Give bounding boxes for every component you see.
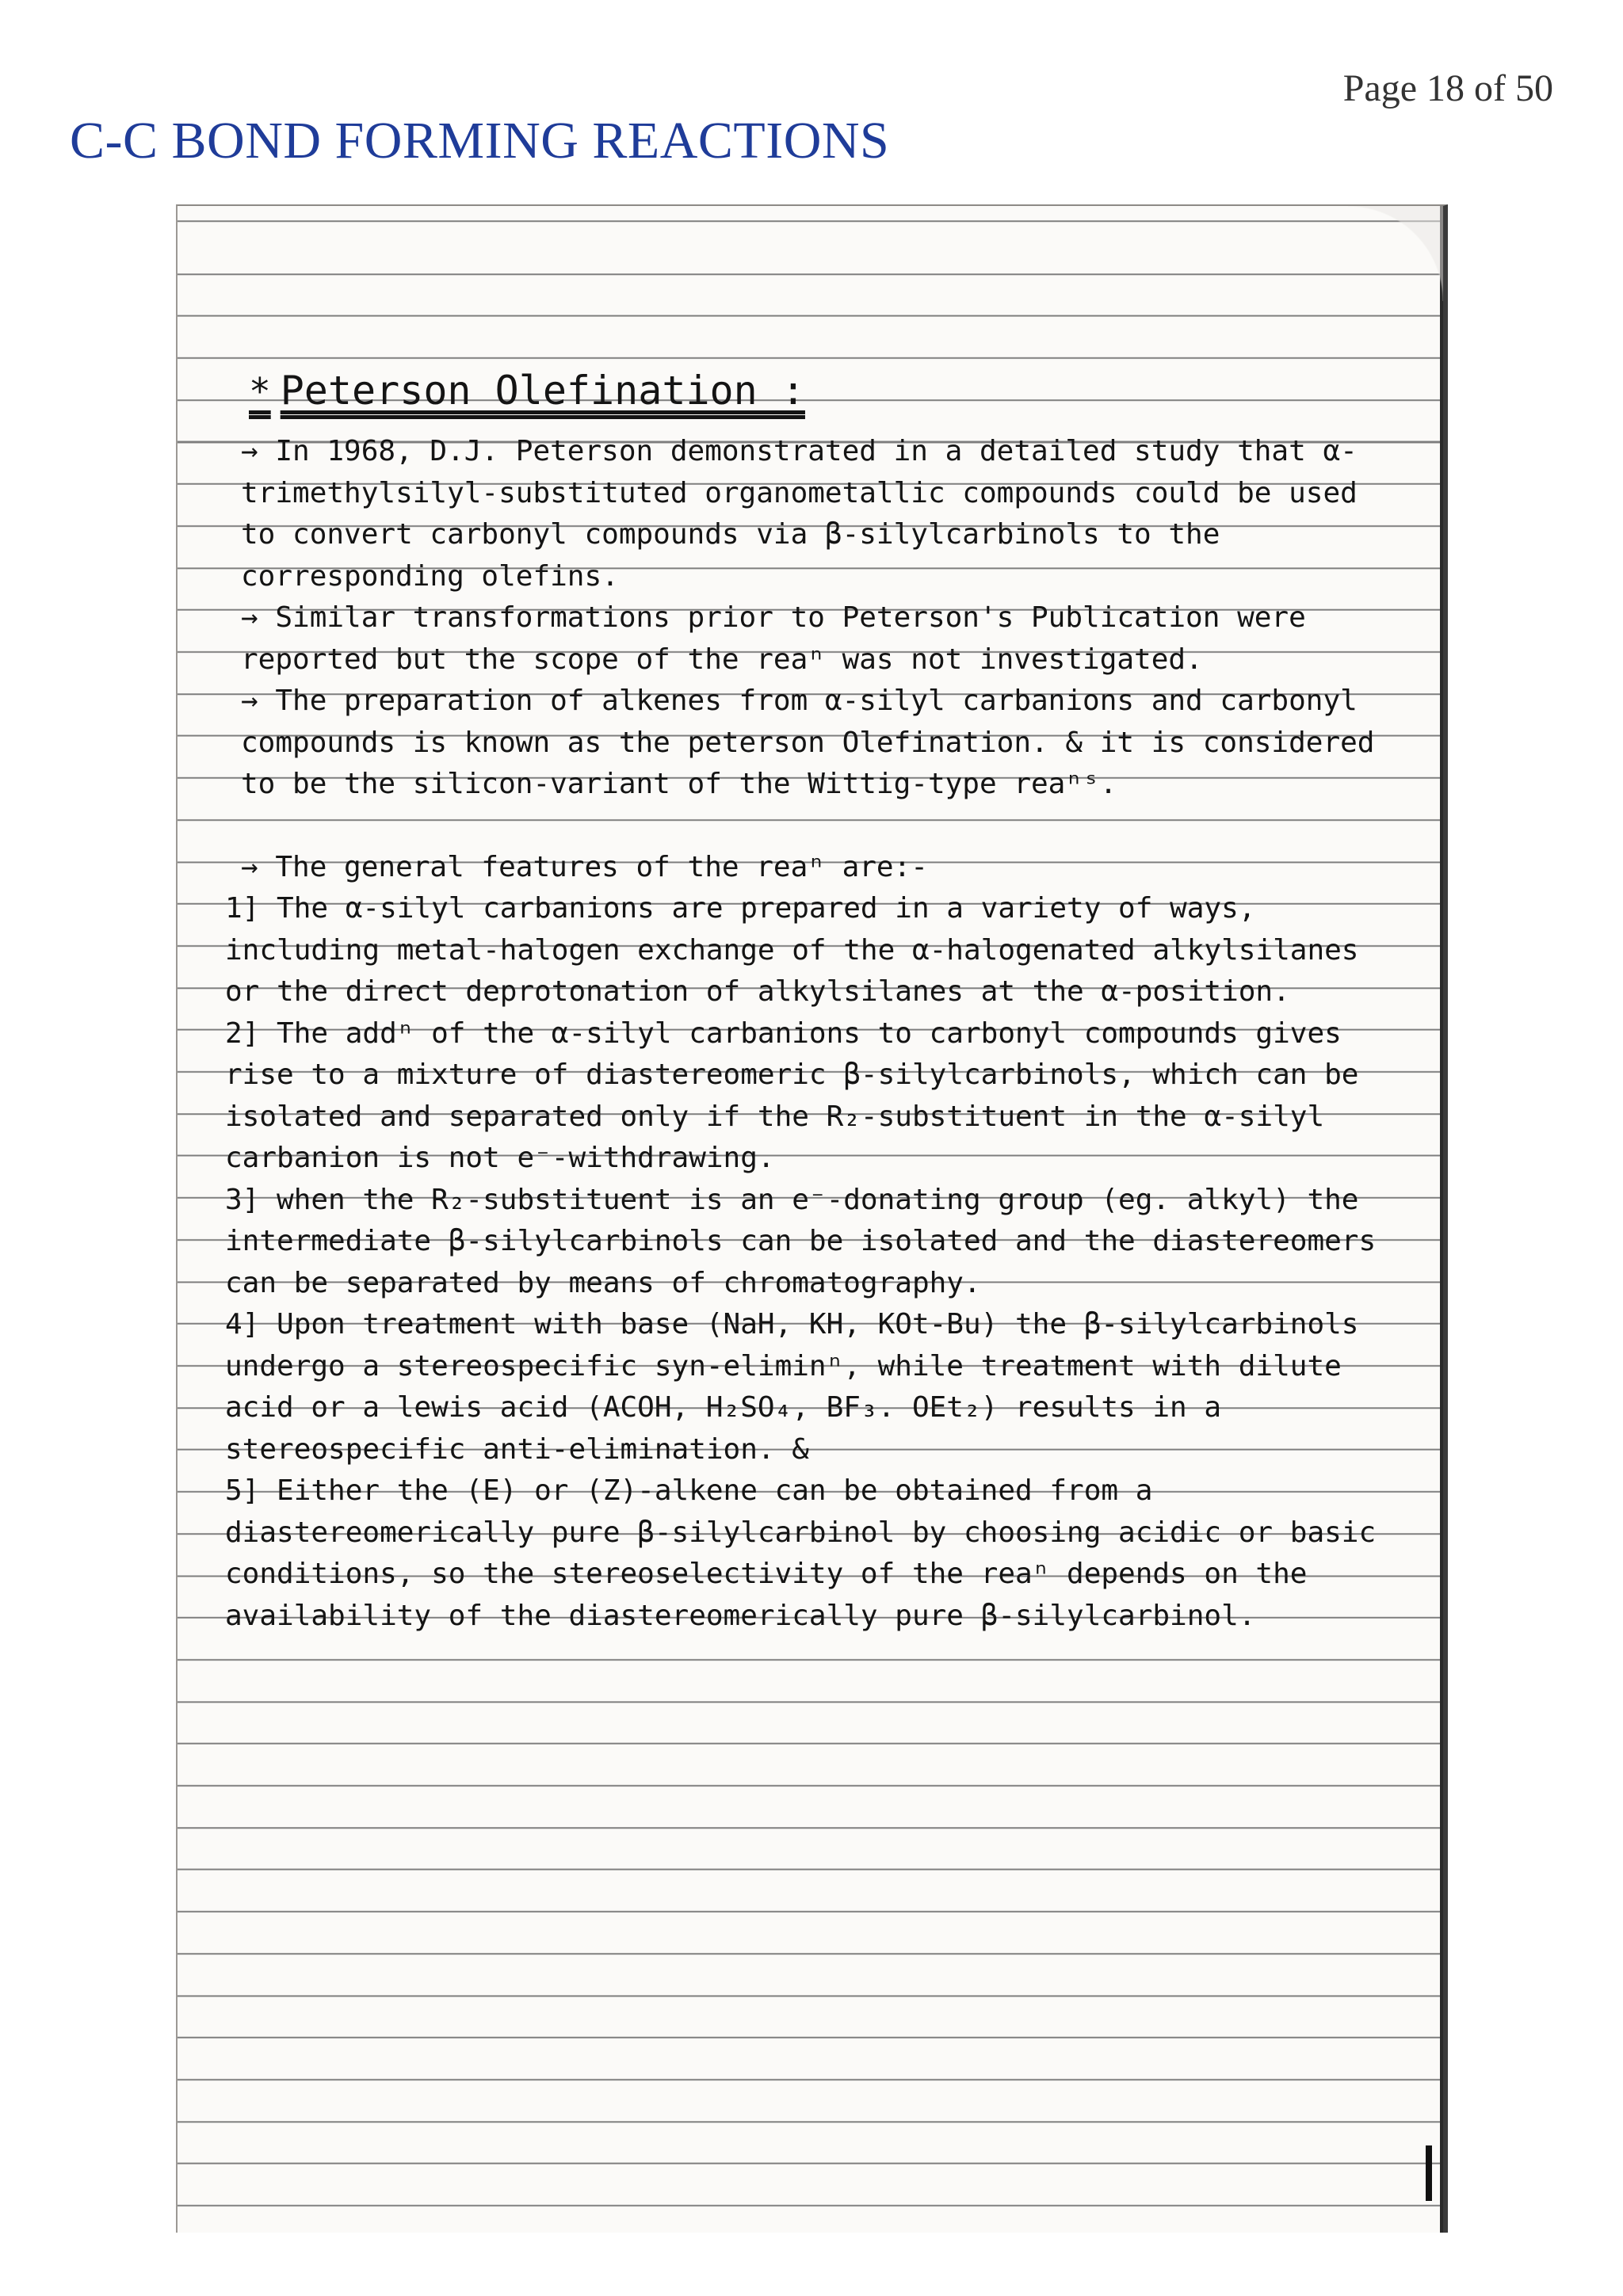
paragraph-features-heading: → The general features of the reaⁿ are:- (241, 850, 928, 883)
feature-item-1: 1] The α-silyl carbanions are prepared in a variety of ways, including metal-halogen exchange of the α-halogenated alkylsilanes or the direct deprotonation of alkylsilanes at the α-position. (225, 892, 1359, 1008)
heading-text: Peterson Olefination : (280, 368, 805, 414)
feature-item-3: 3] when the R₂-substituent is an e⁻-donating group (eg. alkyl) the intermediate β-silylcarbinols can be isolated and the diastereomers can be separated by means of chromatography. (225, 1183, 1377, 1299)
document-title: C-C BOND FORMING REACTIONS (70, 112, 890, 170)
paragraph-intro: → In 1968, D.J. Peterson demonstrated in a detailed study that α-trimethylsilyl-substituted organometallic compounds could be used to convert carbonyl compounds via β-silylcarbinols to the corresponding olefins. (241, 435, 1358, 593)
paragraph-definition: → The preparation of alkenes from α-silyl carbanions and carbonyl compounds is known as the peterson Olefination. & it is considered to be the silicon-variant of the Wittig-type reaⁿˢ. (241, 685, 1375, 800)
notes-heading (249, 368, 1388, 414)
page-number: Page 18 of 50 (1342, 67, 1553, 109)
ink-mark (1426, 2145, 1432, 2201)
asterisk-marker: * (249, 370, 271, 413)
feature-item-4: 4] Upon treatment with base (NaH, KH, KOt-Bu) the β-silylcarbinols undergo a stereospecific syn-eliminⁿ, while treatment with dilute acid or a lewis acid (ACOH, H₂SO₄, BF₃. OEt₂) results in a stereospecific anti-elimination. & (225, 1308, 1359, 1466)
paragraph-prior-work: → Similar transformations prior to Peterson's Publication were reported but the scope of the reaⁿ was not investigated. (241, 601, 1306, 676)
feature-item-5: 5] Either the (E) or (Z)-alkene can be obtained from a diastereomerically pure β-silylcarbinol by choosing acidic or basic conditions, so the stereoselectivity of the reaⁿ depends on the availability of the diastereomerically pure β-silylcarbinol. (225, 1474, 1377, 1632)
feature-item-2: 2] The addⁿ of the α-silyl carbanions to carbonyl compounds gives rise to a mixture of diastereomeric β-silylcarbinols, which can be isolated and separated only if the R₂-substituent in the α-silyl carbanion is not e⁻-withdrawing. (225, 1016, 1359, 1174)
notebook-page (176, 204, 1448, 2233)
handwritten-notes (225, 368, 1388, 1637)
blank-line (225, 806, 1388, 847)
notebook-edge (1440, 206, 1443, 2233)
